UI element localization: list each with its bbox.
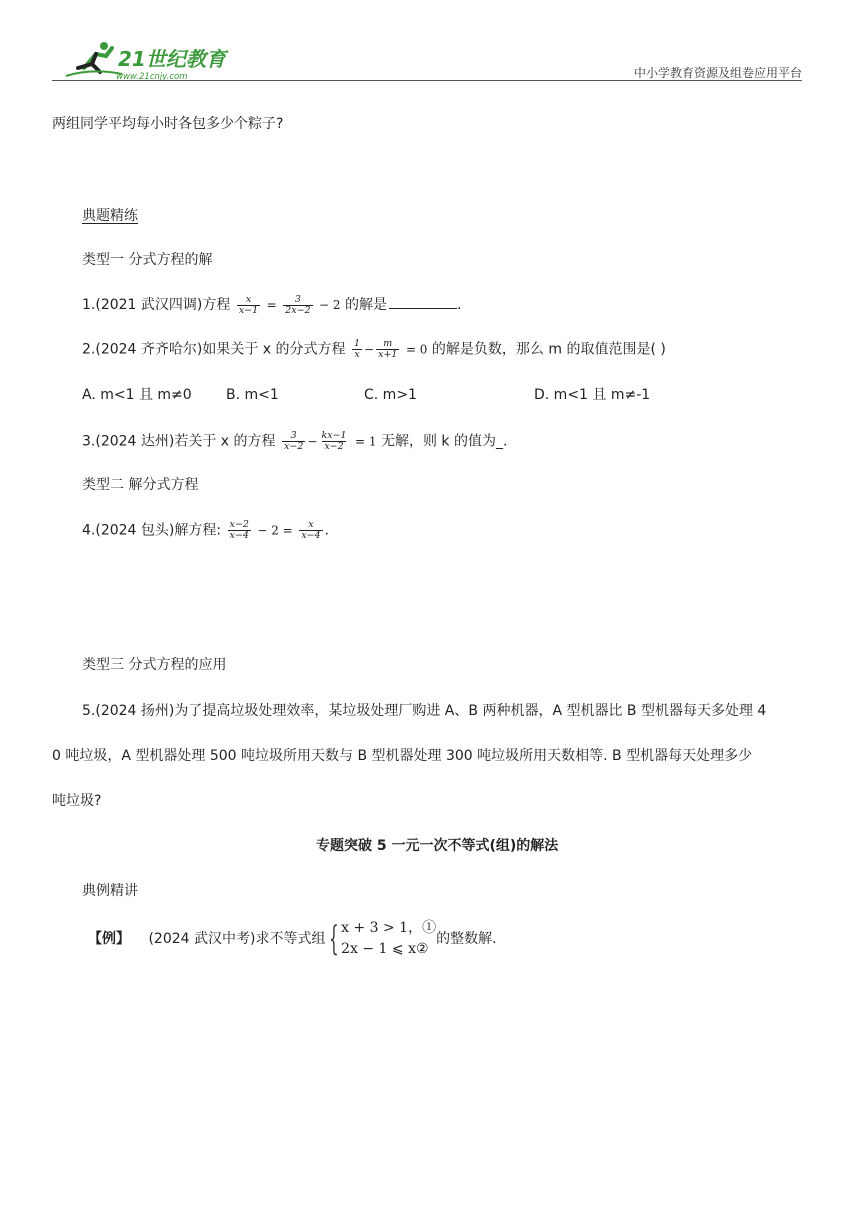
section-example-heading: 典例精讲 bbox=[82, 883, 138, 899]
q3-prefix: 3.(2024 达州)若关于 x 的方程 bbox=[82, 433, 276, 450]
type3-heading: 类型三 分式方程的应用 bbox=[82, 657, 227, 673]
q4-fraction-1 bbox=[228, 520, 251, 541]
q1-answer-blank[interactable] bbox=[389, 294, 457, 309]
q4-f2-num: x bbox=[308, 519, 314, 530]
q3-f2-den: x−2 bbox=[324, 441, 344, 452]
logo-url-text: www.21cnjy.com bbox=[116, 72, 188, 82]
q5-line-3: 吨垃圾? bbox=[52, 793, 102, 809]
q1-prefix: 1.(2021 武汉四调)方程 bbox=[82, 297, 231, 313]
q1-f2-den: 2x−2 bbox=[285, 304, 311, 316]
q4-prefix: 4.(2024 包头)解方程: bbox=[82, 522, 222, 539]
option-b[interactable]: B. m<1 bbox=[226, 387, 279, 403]
option-d[interactable]: D. m<1 且 m≠-1 bbox=[534, 387, 651, 403]
runner-icon bbox=[66, 42, 122, 76]
q3-fraction-1 bbox=[282, 431, 305, 452]
q1-tail: − 2 bbox=[319, 298, 341, 312]
option-a[interactable]: A. m<1 且 m≠0 bbox=[82, 387, 192, 403]
logo bbox=[62, 38, 232, 82]
topic5-title: 专题突破 5 一元一次不等式(组)的解法 bbox=[316, 838, 559, 854]
q3-f1-num: 3 bbox=[290, 430, 297, 441]
q3-f2-num: kx−1 bbox=[321, 430, 347, 441]
q3-fraction-2 bbox=[319, 431, 348, 452]
q5-line-1: 5.(2024 扬州)为了提高垃圾处理效率，某垃圾处理厂购进 A、B 两种机器，A 型机器比 B 型机器每天多处理 4 bbox=[82, 703, 767, 719]
intro-question: 两组同学平均每小时各包多少个粽子? bbox=[52, 116, 284, 132]
example-suffix: 的整数解. bbox=[436, 931, 497, 947]
brace-icon: { bbox=[329, 919, 340, 959]
q2-fraction-1 bbox=[352, 339, 362, 360]
example-prefix: (2024 武汉中考)求不等式组 bbox=[148, 931, 326, 947]
q2-f2-den: x+1 bbox=[378, 349, 398, 360]
q1-fraction-2 bbox=[283, 295, 312, 316]
q5-line-2: 0 吨垃圾，A 型机器处理 500 吨垃圾所用天数与 B 型机器处理 300 吨垃圾所用天数相等. B 型机器每天处理多少 bbox=[52, 748, 753, 764]
q1-end: . bbox=[457, 297, 462, 313]
inequality-row-1: x + 3 > 1，① bbox=[341, 920, 437, 936]
q1-fraction-1 bbox=[237, 295, 260, 316]
type2-heading: 类型二 解分式方程 bbox=[82, 477, 199, 493]
question-2 bbox=[82, 339, 666, 360]
example-problem bbox=[88, 918, 497, 960]
q4-mid: − 2 = bbox=[257, 523, 293, 538]
q2-f2-num: m bbox=[383, 338, 393, 349]
q3-suffix: 无解，则 k 的值为_. bbox=[380, 433, 508, 450]
q1-suffix: 的解是 bbox=[345, 297, 387, 313]
q1-f2-num: 3 bbox=[294, 293, 301, 305]
example-tag: 【例】 bbox=[88, 931, 130, 947]
question-1 bbox=[82, 294, 461, 316]
question-3 bbox=[82, 431, 507, 452]
type1-heading: 类型一 分式方程的解 bbox=[82, 252, 213, 268]
q1-f1-num: x bbox=[245, 293, 252, 305]
q3-minus: − bbox=[307, 434, 318, 449]
q3-f1-den: x−2 bbox=[284, 441, 304, 452]
inequality-row-2: 2x − 1 ⩽ x② bbox=[341, 941, 429, 957]
section-practice-heading: 典题精练 bbox=[82, 208, 138, 224]
site-tagline: 中小学教育资源及组卷应用平台 bbox=[633, 66, 802, 80]
logo-main-text: 21世纪教育 bbox=[118, 47, 226, 71]
inequality-system bbox=[325, 918, 436, 960]
q2-f1-num: 1 bbox=[354, 338, 361, 349]
q2-suffix: 的解是负数，那么 m 的取值范围是( ) bbox=[431, 341, 666, 358]
q2-f1-den: x bbox=[354, 349, 360, 360]
q1-f1-den: x−1 bbox=[238, 304, 259, 316]
q4-fraction-2 bbox=[299, 520, 322, 541]
q4-f1-den: x−4 bbox=[229, 530, 249, 541]
q2-prefix: 2.(2024 齐齐哈尔)如果关于 x 的分式方程 bbox=[82, 341, 346, 358]
q2-fraction-2 bbox=[376, 339, 399, 360]
q3-tail: = 1 bbox=[355, 434, 377, 449]
q4-f1-num: x−2 bbox=[229, 519, 249, 530]
q1-equals: = bbox=[266, 298, 277, 312]
option-c[interactable]: C. m>1 bbox=[364, 387, 417, 403]
q2-tail: = 0 bbox=[405, 342, 428, 357]
q2-minus: − bbox=[364, 342, 375, 357]
question-4 bbox=[82, 520, 329, 541]
q4-f2-den: x−4 bbox=[301, 530, 321, 541]
q4-end: . bbox=[324, 522, 330, 539]
